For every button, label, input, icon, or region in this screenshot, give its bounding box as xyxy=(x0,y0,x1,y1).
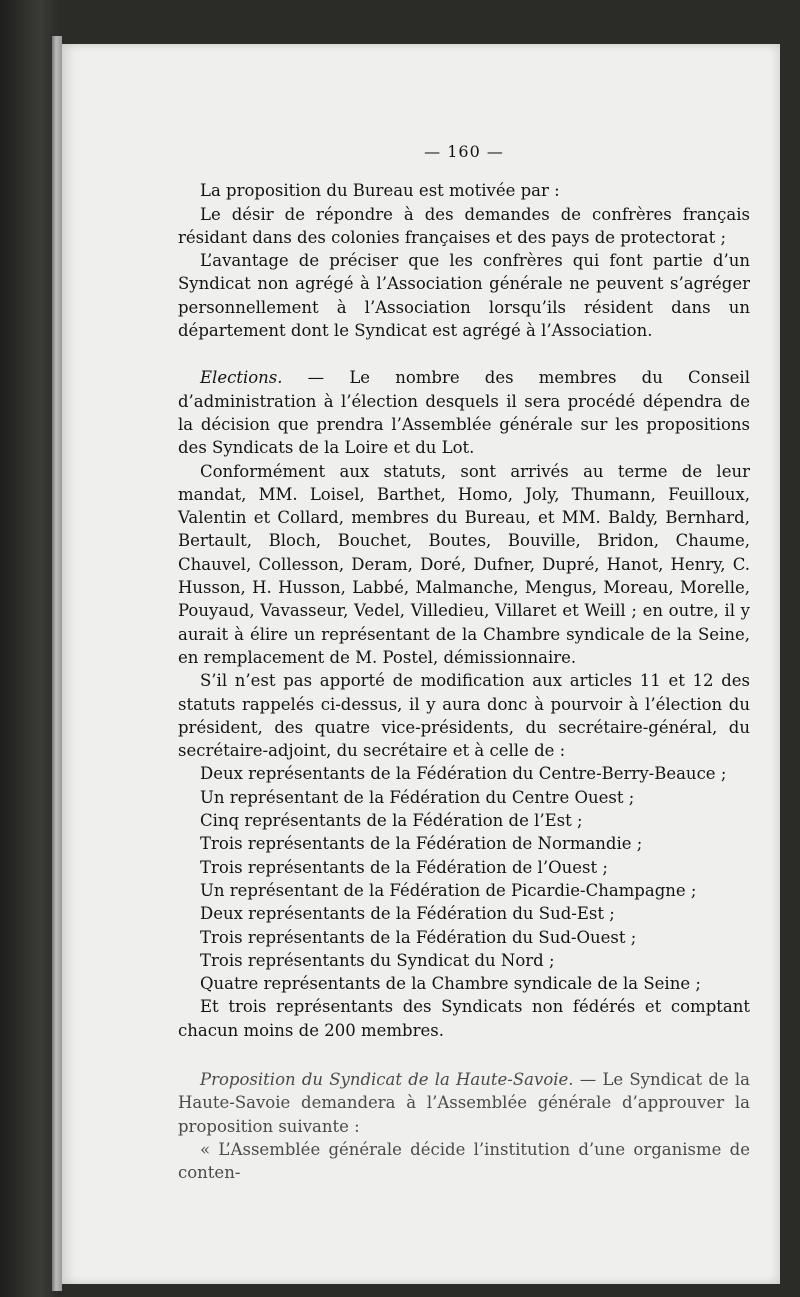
paragraph: La proposition du Bureau est motivée par : xyxy=(200,181,560,201)
list-item: Deux représentants de la Fédération du Sud-Est ; xyxy=(200,904,615,924)
list-item: Trois représentants du Syndicat du Nord ; xyxy=(200,950,555,970)
page-content xyxy=(178,140,750,1184)
elections-paragraph xyxy=(178,366,750,459)
proposition-text: — Le Syndicat de la Haute-Savoie demandera à l’Assemblée générale d’approuver la proposition suivante : xyxy=(178,1069,751,1136)
elections-heading: Elections. xyxy=(200,368,283,388)
list-item: Deux représentants de la Fédération du Centre-Berry-Beauce ; xyxy=(200,764,727,784)
list-item: Trois représentants de la Fédération de Normandie ; xyxy=(200,834,643,854)
proposition-quote: « L’Assemblée générale décide l’institution d’une organisme de conten- xyxy=(178,1139,750,1183)
list-item: Quatre représentants de la Chambre syndicale de la Seine ; xyxy=(200,974,701,994)
paragraph: Le désir de répondre à des demandes de confrères français résidant dans des colonies françaises et des pays de protectorat ; xyxy=(178,204,750,247)
list-item: Et trois représentants des Syndicats non fédérés et comptant chacun moins de 200 membres. xyxy=(178,997,750,1040)
list-item: Un représentant de la Fédération de Picardie-Champagne ; xyxy=(200,880,697,900)
proposition-paragraph xyxy=(178,1068,750,1138)
proposition-heading: Proposition du Syndicat de la Haute-Savoie. xyxy=(200,1069,574,1089)
elections-text: — Le nombre des membres du Conseil d’administration à l’élection desquels il sera procédé dépendra de la décision que prendra l’Assemblée générale sur les propositions des Syndicats de la Loire et du Lot. xyxy=(178,368,750,458)
list-item: Un représentant de la Fédération du Centre Ouest ; xyxy=(200,787,635,807)
paragraph: L’avantage de préciser que les confrères qui font partie d’un Syndicat non agrégé à l’Association générale ne peuvent s’agréger personnellement à l’Association lorsqu’ils résident dans un département dont le Syndicat est agrégé à l’Association. xyxy=(178,251,750,341)
list-item: Trois représentants de la Fédération du Sud-Ouest ; xyxy=(200,927,637,947)
list-item: Trois représentants de la Fédération de l’Ouest ; xyxy=(200,857,608,877)
paragraph: S’il n’est pas apporté de modification aux articles 11 et 12 des statuts rappelés ci-dessus, il y aura donc à pourvoir à l’élection du président, des quatre vice-présidents, du secrétaire-général, du secrétaire-adjoint, du secrétaire et à celle de : xyxy=(178,671,750,761)
paragraph: Conformément aux statuts, sont arrivés au terme de leur mandat, MM. Loisel, Barthet, Homo, Joly, Thumann, Feuilloux, Valentin et Collard, membres du Bureau, et MM. Baldy, Bernhard, Bertault, Bloch, Bouchet, Boutes, Bouville, Bridon, Chaume, Chauvel, Collesson, Deram, Doré, Dufner, Dupré, Hanot, Henry, C. Husson, H. Husson, Labbé, Malmanche, Mengus, Moreau, Morelle, Pouyaud, Vavasseur, Vedel, Villedieu, Villaret et Weill ; en outre, il y aurait à élire un représentant de la Chambre syndicale de la Seine, en remplacement de M. Postel, démissionnaire. xyxy=(178,461,750,667)
page-number: — 160 — xyxy=(424,142,504,161)
page-edge xyxy=(52,36,62,1291)
list-item: Cinq représentants de la Fédération de l’Est ; xyxy=(200,811,583,831)
